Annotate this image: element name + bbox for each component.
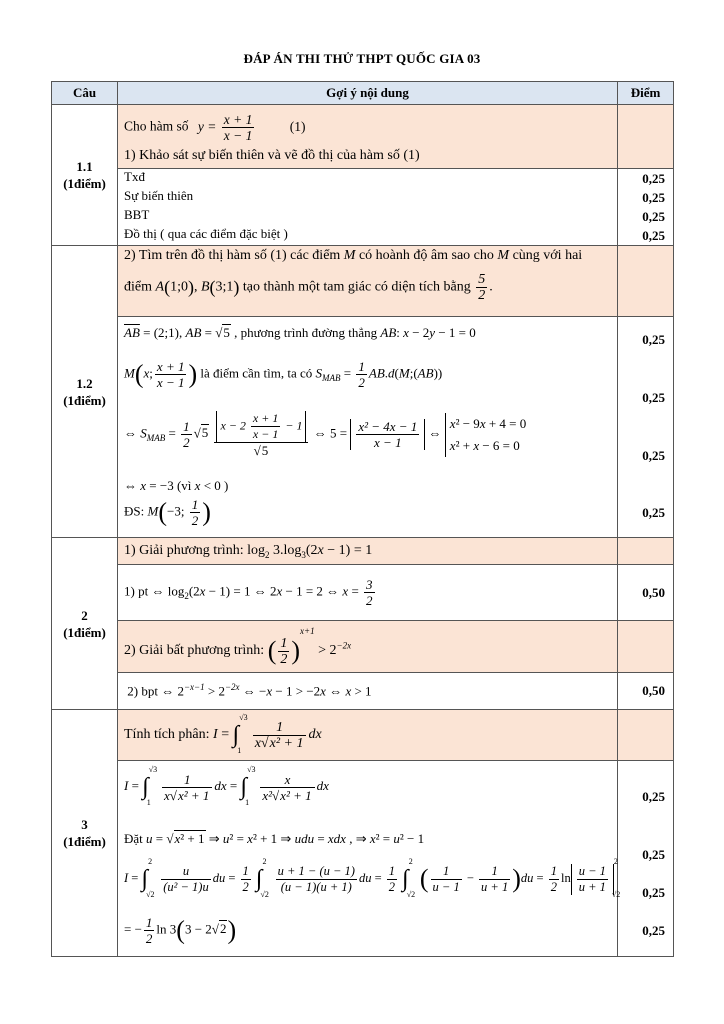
function-definition: Cho hàm số y = $\frac{x + 1}{x - 1}$ (1) [124,112,306,143]
question-label-1-1: 1.1 (1điểm) [52,105,118,246]
question-label-3: 3 (1điểm) [52,710,118,957]
table-row [52,317,674,538]
header-cau: Câu [52,82,118,105]
table-row [52,538,674,565]
solution-cell-3: I = ∫ √3 1 $\frac{1}{\text{x√x² + 1}}$ dx = ∫ √3 1 $\frac{x}{\text{x²√x² + 1}}$ dx Đặt u = √x² + 1 ⇒ u² = x² + 1 ⇒ udu = xdx , ⇒ x² = u² − 1 I = ∫ 2 √2 $\frac{u}{\text{(u² − 1)u}}$ du = $\frac{1}{2}$ ∫ 2 √2 $\frac{u + 1 - (u - 1)}{(u - 1)(u + 1)}$ du = $\frac{1}{2}$ ∫ 2 √2 ( $\frac{1}{u - 1}$ − $\frac{1}{u + 1}$ )du = $\frac{1}{2}$ ln $\frac{u - 1}{u + 1}$ 2 √2 = − $\frac{1}{2}$ ln 3(3 − 2√2) [118,761,618,957]
solution-cell-1-2: $\overline{AB}$ = (2;1), AB = √5 , phương trình đường thẳng AB: x − 2y − 1 = 0 M(x; $\frac{x + 1}{x - 1}$ ) là điểm cần tìm, ta có $S_{MAB}$ = $\frac{1}{2}$ AB.d(M;(AB)) ⇔ $S_{MAB}$ = $\frac{1}{2}$ √5 x − 2 $\frac{x + 1}{x - 1}$ − 1 √5 ⇔ 5 = $\frac{\text{x² − 4x − 1}}{x - 1}$ ⇔ x² − 9x + 4 = 0 x² + x − 6 = 0 ⇔ x = −3 (vì x < 0 ) ĐS: M(−3; $\frac{1}{2}$ ) [118,317,618,538]
task-cell-1-2: 2) Tìm trên đồ thị hàm số (1) các điểm M có hoành độ âm sao cho M cùng với hai điểm A(1;0), B(3;1) tạo thành một tam giác có diện tích bằng $\frac{5}{2}$ . [118,246,618,317]
steps-cell-1-1: Txđ Sự biến thiên BBT Đồ thị ( qua các điểm đặc biệt ) [118,169,618,246]
table-row [52,710,674,761]
table-row [52,621,674,673]
score-cell-empty [618,246,674,317]
answer-table [51,81,674,957]
table-row [52,673,674,710]
score-cell-empty [618,538,674,565]
score-cell-empty [618,105,674,169]
table-row [52,169,674,246]
score-cell-2-1: 0,50 [618,565,674,621]
solution-cell-2-1: 1) pt ⇔ $\log_2(2x - 1) = 1$ ⇔ 2x − 1 = 2 ⇔ x = $\frac{3}{2}$ [118,565,618,621]
page-title: ĐÁP ÁN THI THỬ THPT QUỐC GIA 03 [243,51,481,66]
table-row [52,105,674,169]
table-header-row [52,82,674,105]
question-label-2: 2 (1điểm) [52,538,118,710]
task-cell-2-1: 1) Giải phương trình: $\log_2 3.\log_3(2x - 1) = 1$ [118,538,618,565]
question-label-1-2: 1.2 (1điểm) [52,246,118,538]
header-diem: Điểm [618,82,674,105]
score-cell-empty [618,621,674,673]
task-cell-2-2: 2) Giải bất phương trình: ( $\frac{1}{2}$ )$^{x+1} > 2^{-2x}$ [118,621,618,673]
task-text: 1) Khảo sát sự biến thiên và vẽ đồ thị của hàm số (1) [124,148,420,163]
score-cell-1-1: 0,25 0,25 0,25 0,25 [618,169,674,246]
table-row [52,761,674,957]
header-goi-y: Gợi ý nội dung [118,82,618,105]
score-cell-1-2: 0,25 0,25 0,25 0,25 [618,317,674,538]
score-cell-empty [618,710,674,761]
task-cell-3: Tính tích phân: I = ∫ √3 1 $\frac{1}{\text{x√x² + 1}}$ dx [118,710,618,761]
table-row [52,246,674,317]
task-cell-1-1 [118,105,618,169]
score-cell-3: 0,25 0,25 0,25 0,25 [618,761,674,957]
score-cell-2-2: 0,50 [618,673,674,710]
table-row [52,565,674,621]
solution-cell-2-2: 2) bpt ⇔ $2^{-x-1} > 2^{-2x}$ ⇔ −x − 1 > −2x ⇔ x > 1 [118,673,618,710]
